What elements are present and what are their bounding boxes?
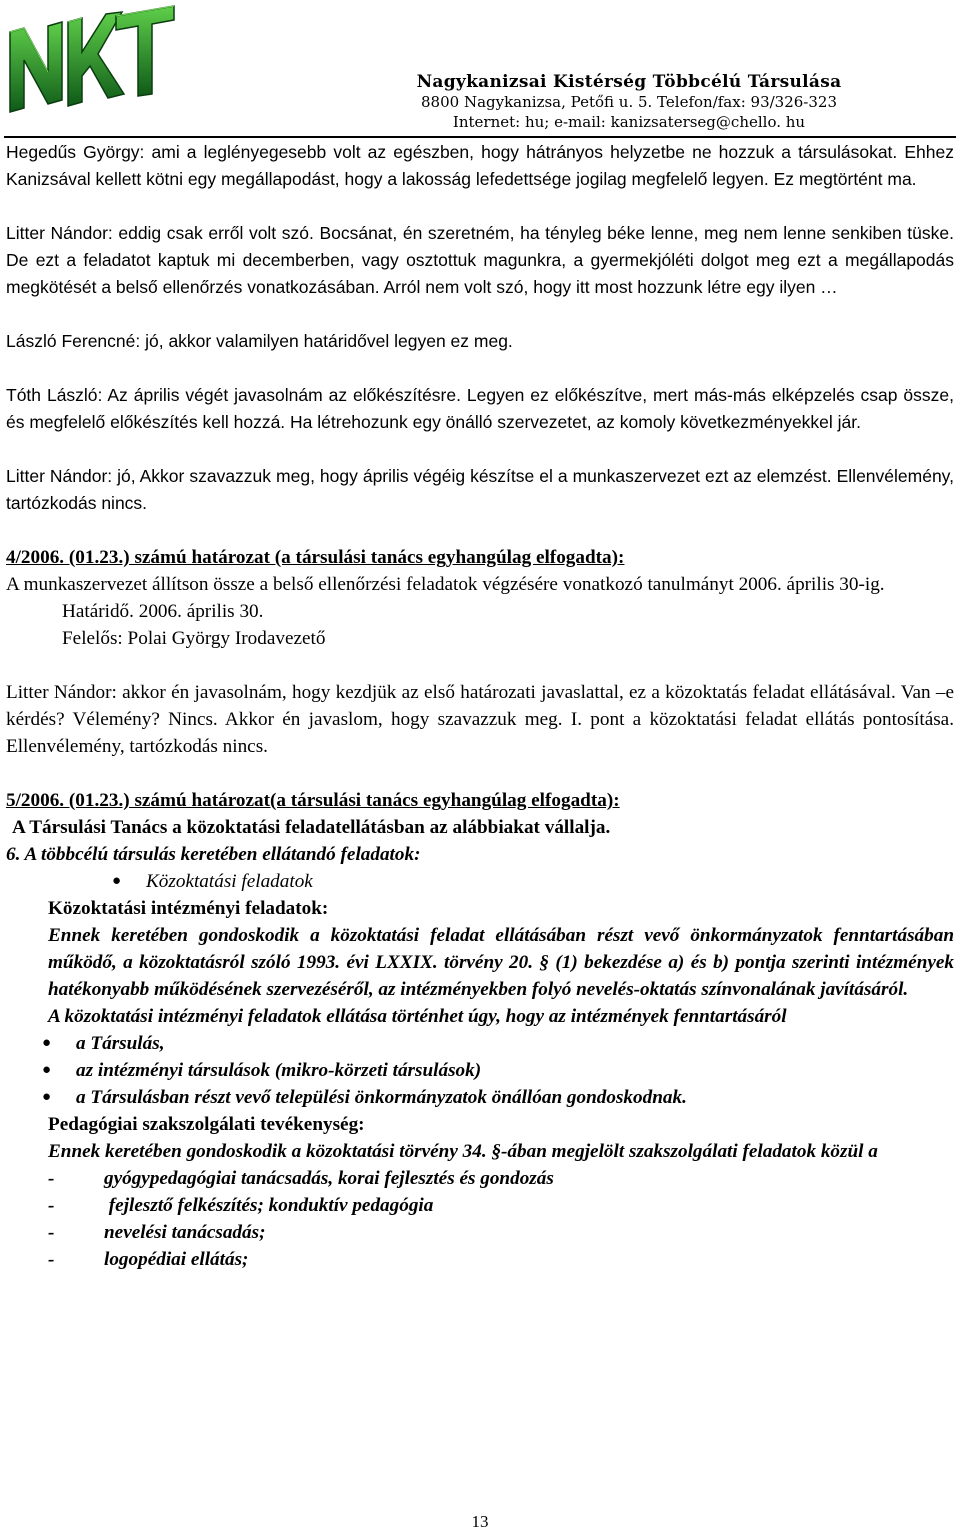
list-item — [6, 1084, 954, 1111]
resolution-4-title: 4/2006. (01.23.) számú határozat (a társulási tanács egyhangúlag elfogadta): — [6, 547, 625, 568]
paragraph-litter-2: Litter Nándor: jó, Akkor szavazzuk meg, hogy április végéig készítse el a munkaszervezet ezt az elemzést. Ellenvélemény, tartózkodás nincs. — [6, 466, 954, 513]
pedagogy-text: Ennek keretében gondoskodik a közoktatási törvény 34. §-ában megjelölt szakszolgálati feladatok közül a — [48, 1141, 878, 1162]
list-item — [6, 1057, 954, 1084]
list-item — [6, 1030, 954, 1057]
resolution-4-text: A munkaszervezet állítson össze a belső ellenőrzési feladatok végzésére vonatkozó tanulmányt 2006. április 30-ig. — [6, 574, 885, 595]
bullet-icon: ● — [42, 1062, 52, 1078]
nkt-logo — [4, 2, 176, 114]
pedagogy-heading: Pedagógiai szakszolgálati tevékenység: — [48, 1114, 365, 1135]
bullet-icon: ● — [112, 873, 122, 889]
institution-heading: Közoktatási intézményi feladatok: — [48, 898, 329, 919]
bullet-text: az intézményi társulások (mikro-körzeti társulások) — [76, 1060, 482, 1081]
logo-text: NKT — [64, 80, 66, 81]
bullet-text: Közoktatási feladatok — [146, 871, 313, 892]
letterhead — [304, 72, 954, 132]
list-item — [6, 868, 954, 895]
dash-item-text: fejlesztő felkészítés; konduktív pedagógia — [104, 1195, 434, 1216]
resolution-5-intro: A Társulási Tanács a közoktatási feladatellátásban az alábbiakat vállalja. — [12, 817, 611, 838]
list-item: - fejlesztő felkészítés; konduktív pedagógia — [48, 1195, 434, 1216]
bullet-text: a Társulásban részt vevő települési önkormányzatok önállóan gondoskodnak. — [76, 1087, 687, 1108]
page-number: 13 — [471, 1512, 489, 1531]
bullet-icon: ● — [42, 1089, 52, 1105]
paragraph-laszlo: László Ferencné: jó, akkor valamilyen határidővel legyen ez meg. — [6, 331, 513, 351]
header-divider — [4, 136, 956, 138]
paragraph-litter-3: Litter Nándor: akkor én javasolnám, hogy kezdjük az első határozati javaslattal, ez a közoktatás feladat ellátásával. Van –e kérdés? Vélemény? Nincs. Akkor én javaslom, hogy szavazzuk meg. I. pont a közoktatási feladat ellátás pontosítása. Ellenvélemény, tartózkodás nincs. — [6, 682, 954, 757]
dash-item-text: logopédiai ellátás; — [104, 1249, 249, 1270]
list-item: - gyógypedagógiai tanácsadás, korai fejlesztés és gondozás — [48, 1168, 554, 1189]
organization-name: Nagykanizsai Kistérség Többcélú Társulása — [416, 72, 842, 92]
paragraph-toth: Tóth László: Az április végét javasolnám az előkészítésre. Legyen ez előkészítve, mert más-más elképzelés csap össze, és megfelelő előkészítés kell hozzá. Ha létrehozunk egy önálló szervezetet, az komoly következményekkel jár. — [6, 385, 954, 432]
dash-item-text: gyógypedagógiai tanácsadás, korai fejlesztés és gondozás — [104, 1168, 554, 1189]
resolution-5-title: 5/2006. (01.23.) számú határozat(a társulási tanács egyhangúlag elfogadta): — [6, 790, 620, 811]
document-body — [6, 139, 954, 1273]
bullet-text: a Társulás, — [76, 1033, 165, 1054]
dash-item-text: nevelési tanácsadás; — [104, 1222, 266, 1243]
paragraph-hegedus: Hegedűs György: ami a leglényegesebb volt az egészben, hogy hátrányos helyzetbe ne hozzuk a társulásokat. Ehhez Kanizsával kellett kötni egy megállapodást, hogy a lakosság lefedettsége jogilag megfelelő legyen. Ez megtörtént ma. — [6, 142, 954, 189]
resolution-4-responsible: Felelős: Polai György Irodavezető — [62, 628, 326, 649]
bullet-icon: ● — [42, 1035, 52, 1051]
address-line: 8800 Nagykanizsa, Petőfi u. 5. Telefon/fax: 93/326-323 — [421, 93, 837, 111]
resolution-4-deadline: Határidő. 2006. április 30. — [62, 601, 264, 622]
institution-text-2: A közoktatási intézményi feladatok ellátása történhet úgy, hogy az intézmények fenntartásáról — [48, 1006, 787, 1027]
section-6-heading: 6. A többcélú társulás keretében ellátandó feladatok: — [6, 844, 421, 865]
institution-text: Ennek keretében gondoskodik a közoktatási feladat ellátásában részt vevő önkormányzatok fenntartásában működő, a közoktatásról szóló 1993. évi LXXIX. törvény 20. § (1) bekezdése a) és b) pontja szerinti intézmények hatékonyabb működésének szervezéséről, az intézményekben folyó nevelés-oktatás színvonalának javításáról. — [48, 925, 954, 1000]
contact-line: Internet: hu; e-mail: kanizsaterseg@chello. hu — [452, 113, 806, 131]
list-item: - nevelési tanácsadás; — [48, 1222, 266, 1243]
paragraph-litter-1: Litter Nándor: eddig csak erről volt szó. Bocsánat, én szeretném, ha tényleg béke lenne, meg nem lenne senkiben tüske. De ezt a feladatot kaptuk mi decemberben, vagy osztottuk magunkra, a gyermekjóléti dolgot meg ezt a megállapodás megkötését a belső ellenőrzés vonatkozásában. Arról nem volt szó, hogy itt most hozzunk létre egy ilyen … — [6, 223, 954, 297]
list-item: - logopédiai ellátás; — [48, 1249, 249, 1270]
